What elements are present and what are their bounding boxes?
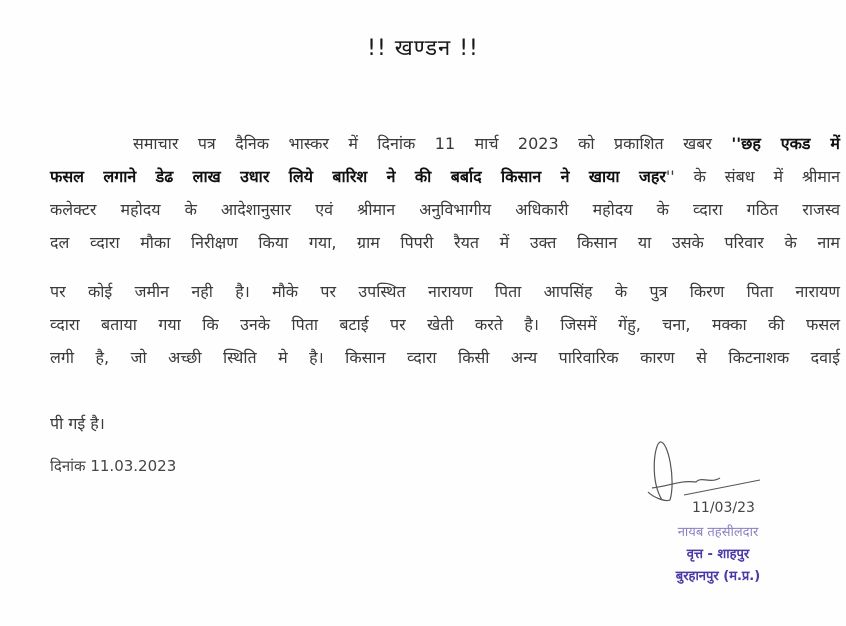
stamp-circle: वृत्त - शाहपुर xyxy=(686,547,750,562)
body-line-5: पर कोई जमीन नही है। मौके पर उपस्थित नारायण पिता आपसिंह के पुत्र किरण पिता नारायण xyxy=(50,282,840,301)
body-line-2 xyxy=(50,165,840,187)
official-stamp xyxy=(628,522,808,588)
stamp-district: बुरहानपुर (म.प्र.) xyxy=(675,569,761,584)
body-line-6: व्दारा बताया गया कि उनके पिता बटाई पर खेती करते है। जिसमें गेंहु, चना, मक्का की फसल xyxy=(50,315,840,334)
body-line-4: दल व्दारा मौका निरीक्षण किया गया, ग्राम पिपरी रैयत में उक्त किसान या उसके परिवार के नाम xyxy=(50,233,840,252)
body-text: समाचार पत्र दैनिक भास्कर में दिनांक 11 मार्च 2023 को प्रकाशित खबर xyxy=(133,134,732,153)
document-title: !! खण्डन !! xyxy=(367,36,479,61)
document-date: दिनांक 11.03.2023 xyxy=(50,457,177,475)
body-text: '' के संबध में श्रीमान xyxy=(665,167,840,186)
stamp-designation: नायब तहसीलदार xyxy=(677,525,759,540)
signature-scribble-icon xyxy=(640,440,780,520)
body-line-7: लगी है, जो अच्छी स्थिति मे है। किसान व्दारा किसी अन्य पारिवारिक कारण से किटनाशक दवाई xyxy=(50,348,840,367)
headline-quote: फसल लगाने डेढ लाख उधार लिये बारिश ने की बर्बाद किसान ने खाया जहर xyxy=(50,167,666,186)
signature-date: 11/03/23 xyxy=(692,500,755,516)
headline-quote: ''छह एकड में xyxy=(731,134,840,153)
body-line-8: पी गई है। xyxy=(50,414,105,433)
body-line-3: कलेक्टर महोदय के आदेशानुसार एवं श्रीमान अनुविभागीय अधिकारी महोदय के व्दारा गठित राजस्व xyxy=(50,200,840,219)
body-line-1 xyxy=(133,132,840,154)
signature xyxy=(640,440,780,520)
